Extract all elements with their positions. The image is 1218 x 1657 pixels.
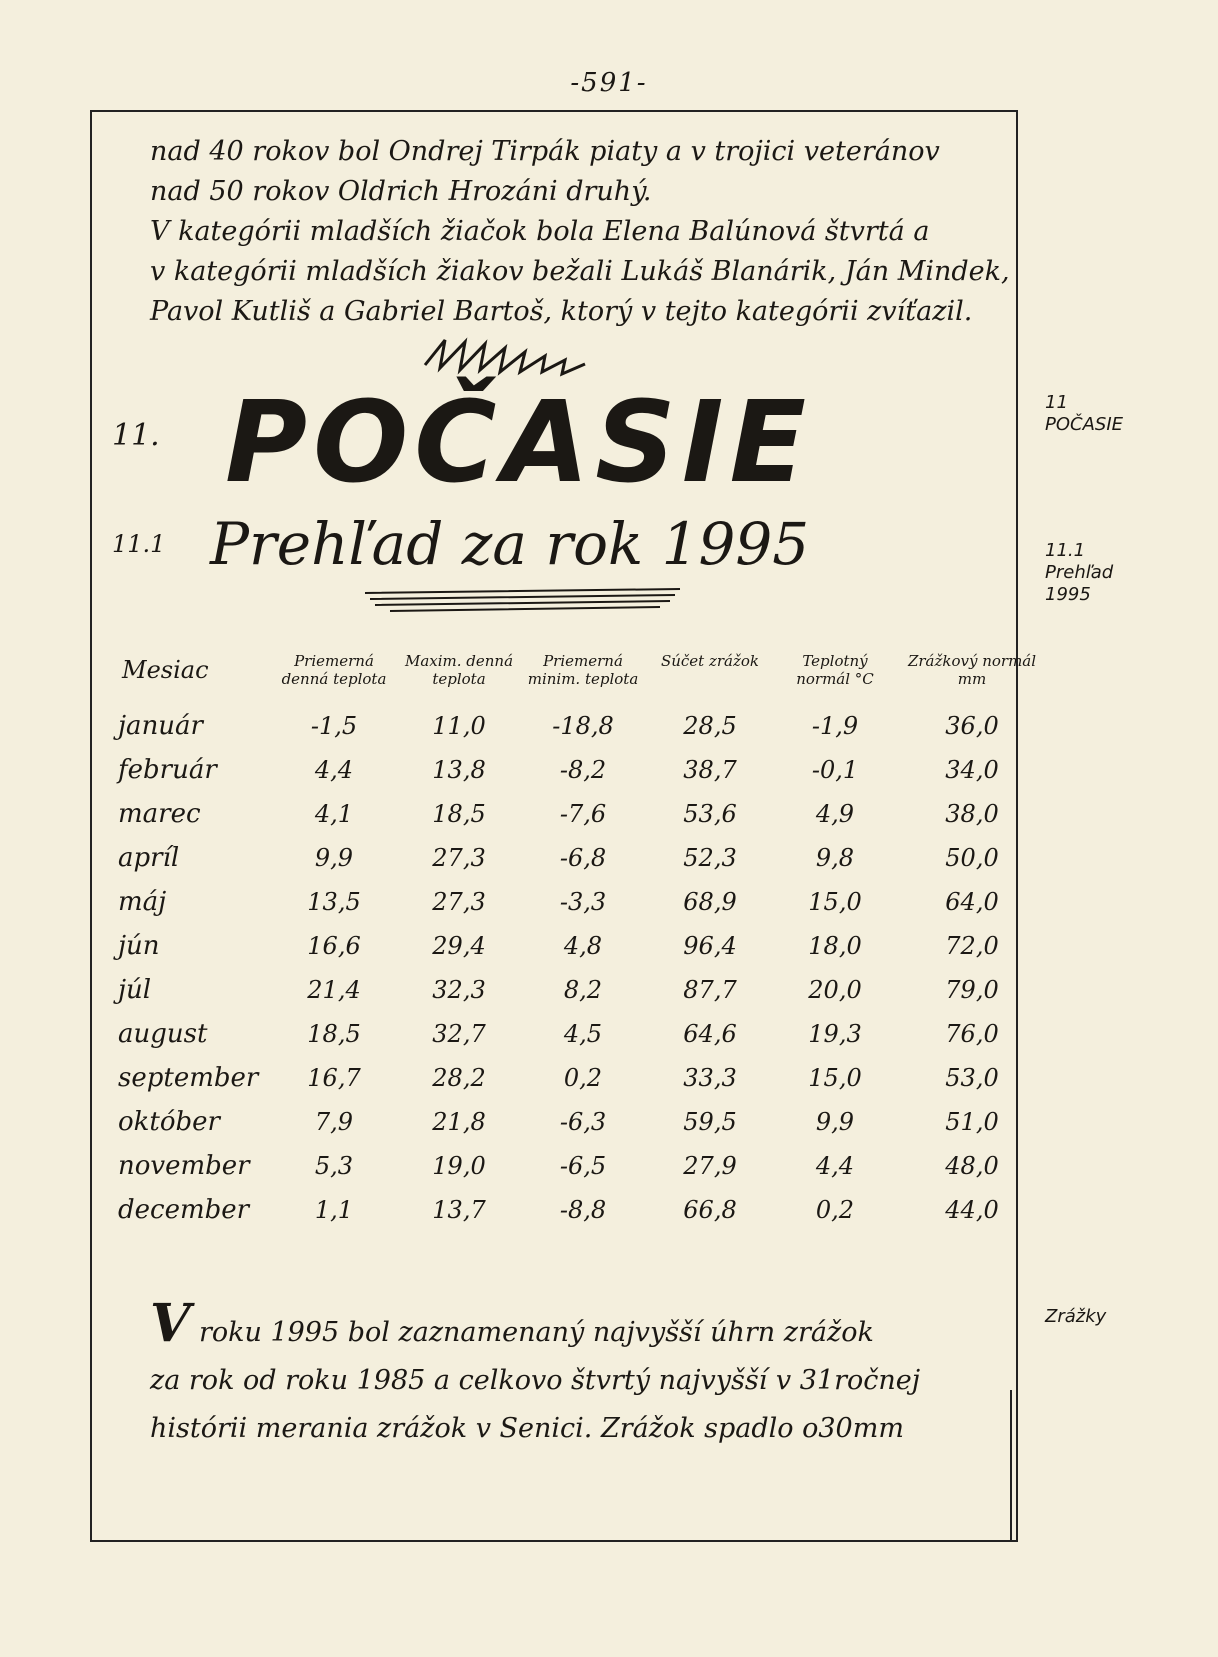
cell-temp-normal: 4,4	[815, 1152, 855, 1180]
table-row	[118, 968, 1046, 1012]
cell-temp-normal: 15,0	[808, 1064, 862, 1092]
cell-precip-normal: 76,0	[945, 1020, 999, 1048]
closing-line: za rok od roku 1985 a celkovo štvrtý najvyšší v 31ročnej	[150, 1365, 921, 1396]
section-title: POČASIE	[225, 378, 813, 508]
intro-line: Pavol Kutliš a Gabriel Bartoš, ktorý v tejto kategórii zvíťazil.	[150, 296, 973, 327]
cell-month: september	[118, 1063, 259, 1093]
title-underline	[360, 585, 690, 615]
cell-avg-temp: 4,1	[314, 800, 354, 828]
intro-line: V kategórii mladších žiačok bola Elena Balúnová štvrtá a	[150, 216, 930, 247]
cell-max-temp: 13,8	[432, 756, 486, 784]
cell-temp-normal: 0,2	[815, 1196, 855, 1224]
cell-avg-temp: 1,1	[314, 1196, 354, 1224]
cell-avg-min-temp: -3,3	[559, 888, 607, 916]
table-row	[118, 836, 1046, 880]
cell-max-temp: 32,7	[432, 1020, 486, 1048]
cell-precip-normal: 53,0	[945, 1064, 999, 1092]
cell-avg-min-temp: -6,8	[559, 844, 607, 872]
cell-avg-temp: 16,6	[307, 932, 361, 960]
table-row	[118, 792, 1046, 836]
margin-note-line: 11	[1045, 392, 1068, 413]
cell-temp-normal: 9,8	[815, 844, 855, 872]
margin-note-line: Prehľad	[1045, 562, 1114, 583]
cell-temp-normal: 18,0	[808, 932, 862, 960]
cell-month: december	[118, 1195, 250, 1225]
cell-temp-normal: 19,3	[808, 1020, 862, 1048]
cell-max-temp: 28,2	[432, 1064, 486, 1092]
cell-avg-temp: 5,3	[314, 1152, 354, 1180]
table-row	[118, 1144, 1046, 1188]
cell-avg-temp: 13,5	[307, 888, 361, 916]
cell-precip-sum: 59,5	[683, 1108, 737, 1136]
closing-line	[150, 1293, 1010, 1357]
cell-avg-min-temp: 4,5	[563, 1020, 603, 1048]
margin-note-line: Zrážky	[1045, 1306, 1107, 1327]
cell-temp-normal: -1,9	[811, 712, 859, 740]
table-row	[118, 924, 1046, 968]
cell-max-temp: 29,4	[432, 932, 486, 960]
cell-precip-sum: 96,4	[683, 932, 737, 960]
cell-precip-sum: 53,6	[683, 800, 737, 828]
cell-month: október	[118, 1107, 220, 1137]
cell-max-temp: 32,3	[432, 976, 486, 1004]
cell-month: apríl	[118, 843, 180, 873]
drop-cap: V	[150, 1293, 191, 1354]
header-max-temp: Maxim. denná teplota	[404, 652, 514, 688]
margin-note-precipitation	[1045, 1306, 1106, 1328]
cell-max-temp: 13,7	[432, 1196, 486, 1224]
table-row	[118, 1188, 1046, 1232]
cell-avg-temp: 4,4	[314, 756, 354, 784]
closing-text: roku 1995 bol zaznamenaný najvyšší úhrn zrážok	[198, 1317, 874, 1348]
cell-max-temp: 18,5	[432, 800, 486, 828]
cell-avg-temp: 21,4	[307, 976, 361, 1004]
cell-avg-temp: 16,7	[307, 1064, 361, 1092]
cell-max-temp: 27,3	[432, 844, 486, 872]
cell-precip-sum: 87,7	[683, 976, 737, 1004]
cell-precip-normal: 36,0	[945, 712, 999, 740]
header-precip-sum: Súčet zrážok	[660, 652, 760, 670]
cell-precip-normal: 44,0	[945, 1196, 999, 1224]
cell-month: august	[118, 1019, 208, 1049]
cell-precip-normal: 51,0	[945, 1108, 999, 1136]
intro-line: v kategórii mladších žiakov bežali Lukáš Blanárik, Ján Mindek,	[150, 256, 1010, 287]
cell-avg-temp: 7,9	[314, 1108, 354, 1136]
subsection-title: Prehľad za rok 1995	[210, 510, 810, 578]
table-row	[118, 880, 1046, 924]
table-row	[118, 748, 1046, 792]
cell-month: máj	[118, 887, 167, 917]
cell-avg-min-temp: 4,8	[563, 932, 603, 960]
cell-avg-min-temp: -8,8	[559, 1196, 607, 1224]
cell-temp-normal: 20,0	[808, 976, 862, 1004]
cell-avg-min-temp: -7,6	[559, 800, 607, 828]
page-number: -591-	[570, 68, 648, 98]
header-avg-temp: Priemerná denná teplota	[281, 652, 387, 688]
margin-note-line: 11.1	[1045, 540, 1086, 561]
cell-precip-normal: 72,0	[945, 932, 999, 960]
header-temp-normal: Teplotný normál °C	[796, 652, 874, 688]
cell-max-temp: 27,3	[432, 888, 486, 916]
cell-month: júl	[118, 975, 152, 1005]
intro-paragraph	[150, 132, 1010, 332]
cell-precip-normal: 79,0	[945, 976, 999, 1004]
margin-note-subsection	[1045, 540, 1113, 606]
cell-month: január	[118, 711, 203, 741]
subsection-number: 11.1	[112, 530, 166, 558]
table-row	[118, 1100, 1046, 1144]
cell-precip-normal: 38,0	[945, 800, 999, 828]
cell-precip-normal: 48,0	[945, 1152, 999, 1180]
cell-avg-min-temp: -18,8	[552, 712, 614, 740]
frame-divider	[1010, 1390, 1012, 1540]
cell-avg-min-temp: -8,2	[559, 756, 607, 784]
weather-table	[118, 652, 1046, 1232]
cell-avg-min-temp: 0,2	[563, 1064, 603, 1092]
header-avg-min-temp: Priemerná minim. teplota	[527, 652, 639, 688]
cell-month: marec	[118, 799, 201, 829]
cell-precip-sum: 28,5	[683, 712, 737, 740]
margin-note-line: 1995	[1045, 584, 1091, 605]
table-row	[118, 1056, 1046, 1100]
section-number: 11.	[112, 418, 160, 453]
table-row	[118, 704, 1046, 748]
cell-temp-normal: 15,0	[808, 888, 862, 916]
margin-note-section	[1045, 392, 1123, 436]
decorative-scribble	[420, 330, 620, 380]
cell-precip-sum: 68,9	[683, 888, 737, 916]
cell-avg-min-temp: -6,3	[559, 1108, 607, 1136]
table-header-row	[118, 652, 1046, 704]
cell-precip-sum: 38,7	[683, 756, 737, 784]
table-row	[118, 1012, 1046, 1056]
cell-precip-normal: 50,0	[945, 844, 999, 872]
cell-month: február	[118, 755, 217, 785]
header-precip-normal: Zrážkový normál mm	[907, 652, 1037, 688]
cell-month: jún	[118, 931, 160, 961]
cell-temp-normal: 4,9	[815, 800, 855, 828]
cell-temp-normal: 9,9	[815, 1108, 855, 1136]
cell-precip-sum: 33,3	[683, 1064, 737, 1092]
intro-line: nad 50 rokov Oldrich Hrozáni druhý.	[150, 176, 652, 207]
margin-note-line: POČASIE	[1045, 414, 1124, 435]
cell-avg-temp: 18,5	[307, 1020, 361, 1048]
cell-max-temp: 11,0	[432, 712, 486, 740]
cell-precip-sum: 66,8	[683, 1196, 737, 1224]
cell-precip-sum: 64,6	[683, 1020, 737, 1048]
cell-month: november	[118, 1151, 250, 1181]
cell-precip-normal: 64,0	[945, 888, 999, 916]
cell-precip-sum: 52,3	[683, 844, 737, 872]
cell-avg-min-temp: 8,2	[563, 976, 603, 1004]
cell-avg-temp: 9,9	[314, 844, 354, 872]
cell-max-temp: 21,8	[432, 1108, 486, 1136]
cell-avg-min-temp: -6,5	[559, 1152, 607, 1180]
cell-temp-normal: -0,1	[811, 756, 859, 784]
closing-paragraph	[150, 1293, 1010, 1453]
header-month: Mesiac	[122, 656, 209, 684]
closing-line: histórii merania zrážok v Senici. Zrážok spadlo o30mm	[150, 1413, 904, 1444]
cell-precip-sum: 27,9	[683, 1152, 737, 1180]
intro-line: nad 40 rokov bol Ondrej Tirpák piaty a v trojici veteránov	[150, 136, 940, 167]
cell-avg-temp: -1,5	[310, 712, 358, 740]
cell-max-temp: 19,0	[432, 1152, 486, 1180]
cell-precip-normal: 34,0	[945, 756, 999, 784]
